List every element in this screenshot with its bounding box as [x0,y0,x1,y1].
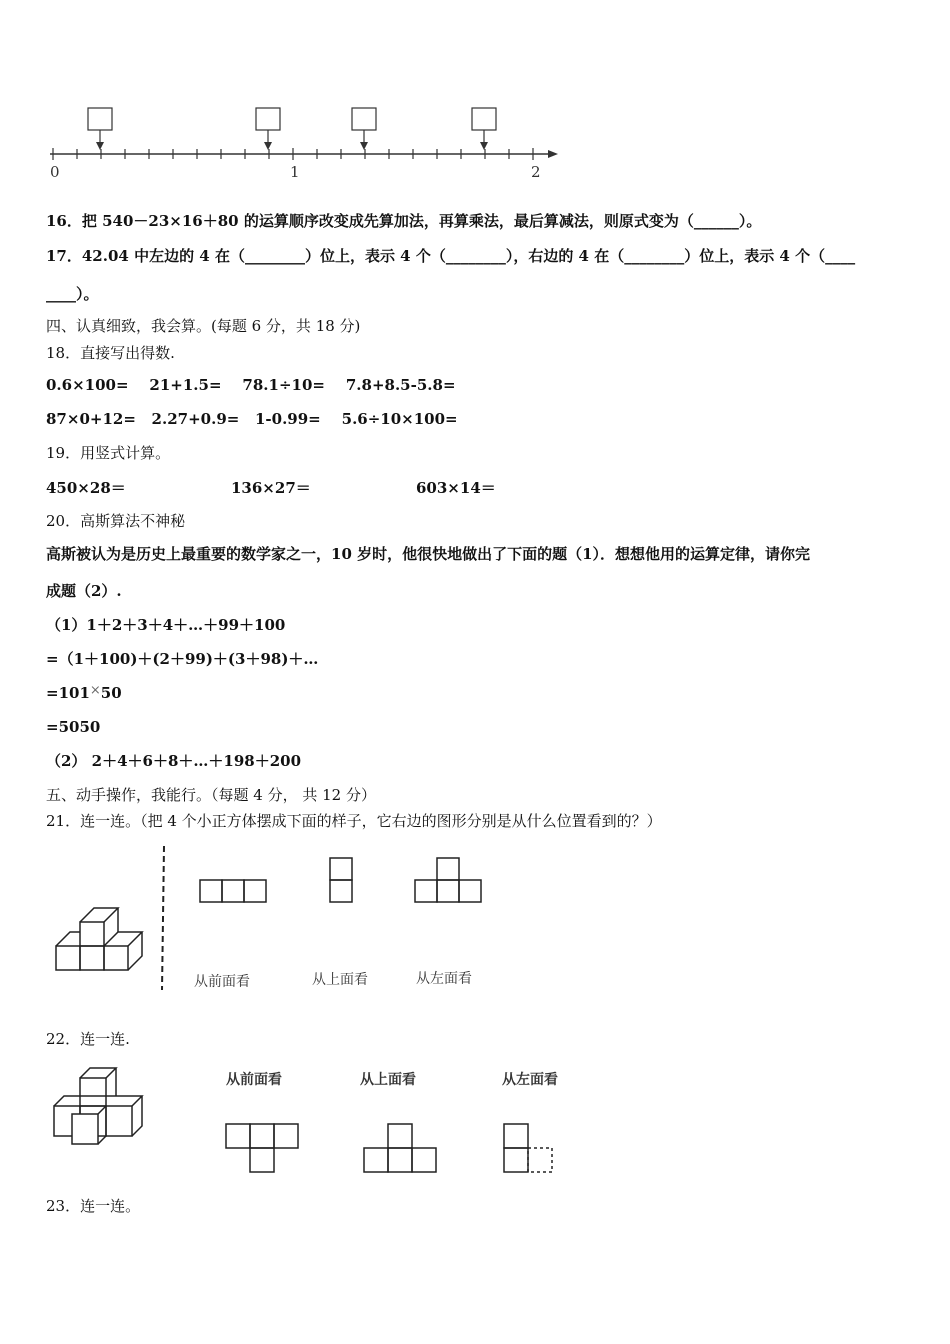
question-title: 直接写出得数. [80,344,175,362]
answer-box[interactable] [472,108,496,130]
question-title: 高斯算法不神秘 [80,512,186,530]
q22-figure [46,1060,586,1190]
number-line-figure [40,100,600,190]
question-22 [46,1029,130,1049]
factor: =101 [46,684,90,702]
view-left-shape[interactable] [415,858,481,902]
number-line-arrowhead [548,150,558,158]
pointer-arrow [96,142,104,150]
answer-box[interactable] [88,108,112,130]
view-left-shape[interactable] [504,1124,552,1172]
cube-stack [54,1068,142,1144]
view-front-shape[interactable] [200,880,266,902]
question-number: 23． [46,1197,81,1215]
cube-stack [56,908,142,970]
view-top-shape[interactable] [364,1124,436,1172]
times-symbol: × [89,683,101,698]
pointer-arrow [480,142,488,150]
question-number: 16． [46,212,82,230]
tick-label-2: 2 [531,163,541,181]
gauss-part-2: （2） 2＋4＋6＋8＋…＋198＋200 [46,752,302,770]
view-label-top: 从上面看 [360,1072,416,1088]
q21-figure [46,840,506,1000]
tick-label-0: 0 [50,163,60,181]
question-18 [46,343,175,363]
gauss-step-4: =5050 [46,718,101,736]
tick-label-1: 1 [290,163,300,181]
answer-box[interactable] [256,108,280,130]
question-23 [46,1196,140,1216]
calc-row-2: 87×0+12= 2.27+0.9= 1-0.99= 5.6÷10×100= [46,410,458,428]
question-19 [46,443,170,463]
question-number: 20． [46,512,81,530]
question-number: 19． [46,444,81,462]
gauss-step-2: =（1＋100)＋(2＋99)＋(3＋98)＋… [46,650,319,668]
view-top-shape[interactable] [330,858,352,902]
view-label-front: 从前面看 [226,1072,282,1088]
vertical-calc-item: 450×28＝ [46,479,126,497]
question-17-continued: ____）。 [46,285,99,303]
gauss-step-3 [46,683,122,705]
question-20-description-continued: 成题（2）. [46,582,122,600]
question-16 [46,211,761,231]
vertical-calc-item: 136×27＝ [231,479,311,497]
question-title: 连一连。（把 4 个小正方体摆成下面的样子，它右边的图形分别是从什么位置看到的？） [80,812,662,830]
calc-row-1: 0.6×100= 21+1.5= 78.1÷10= 7.8+8.5-5.8= [46,376,456,394]
question-number: 18． [46,344,81,362]
question-number: 22． [46,1030,81,1048]
question-title: 连一连. [80,1030,130,1048]
pointer-arrow [264,142,272,150]
question-number: 17． [46,247,82,265]
question-text: 42.04 中左边的 4 在（________）位上，表示 4 个（________），右边的 4 在（________）位上，表示 4 个（____ [81,247,856,265]
view-front-shape[interactable] [226,1124,298,1172]
view-label-left: 从左面看 [416,971,472,987]
question-number: 21． [46,812,81,830]
view-label-left: 从左面看 [502,1072,558,1088]
section-heading: 四、认真细致，我会算。(每题 6 分，共 18 分) [46,317,361,335]
factor: 50 [100,684,122,702]
question-title: 用竖式计算。 [80,444,171,462]
separator-dashed [162,846,164,990]
vertical-calc-item: 603×14＝ [416,479,496,497]
view-label-top: 从上面看 [312,972,368,988]
gauss-step-1: （1）1＋2＋3＋4＋…＋99＋100 [46,616,286,634]
question-21 [46,811,662,831]
question-17 [46,246,855,266]
section-heading: 五、动手操作，我能行。（每题 4 分， 共 12 分） [46,786,376,804]
question-20-description: 高斯被认为是历史上最重要的数学家之一，10 岁时，他很快地做出了下面的题（1）．想想他用的运算定律，请你完 [46,545,811,563]
view-label-front: 从前面看 [194,974,250,990]
question-title: 连一连。 [80,1197,141,1215]
pointer-arrow [360,142,368,150]
answer-box[interactable] [352,108,376,130]
question-text: 把 540－23×16＋80 的运算顺序改变成先算加法，再算乘法，最后算减法，则原式变为（______）。 [81,212,762,230]
question-20 [46,511,185,531]
